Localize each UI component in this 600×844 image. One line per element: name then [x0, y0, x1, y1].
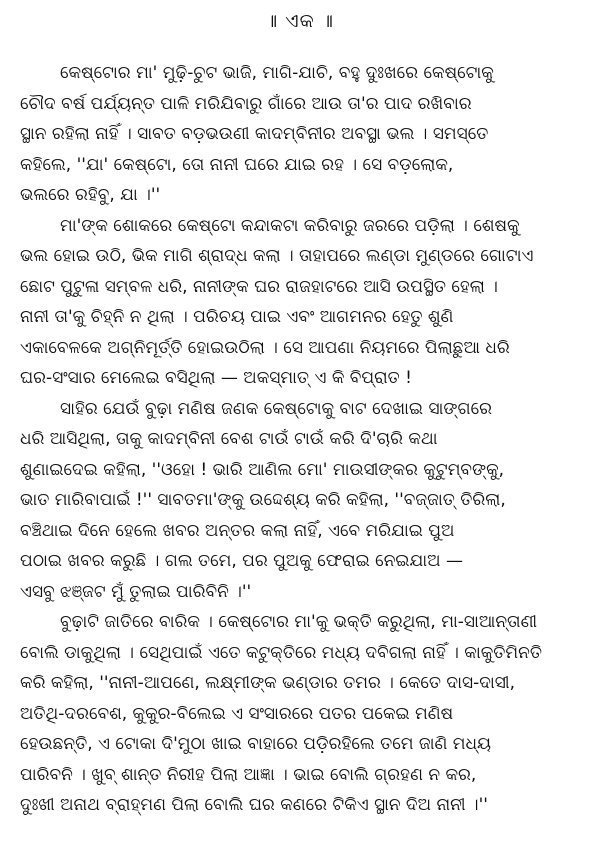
text-line: କେଷ୍ଟୋର ମା' ମୁଢ଼ି-ଚୁଟ ଭାଜି, ମାଗି-ଯାଚି, ବହୁ ଦୁଃଖରେ କେଷ୍ଟୋକୁ	[60, 63, 494, 83]
paragraph-2	[20, 211, 582, 394]
text-line: ମା'ଙ୍କ ଶୋକରେ କେଷ୍ଟୋ କନ୍ଦାକଟା କରିବାରୁ ଜରରେ ପଡ଼ିଲା । ଶେଷକୁ	[60, 215, 520, 236]
text-line: ଚୌଦ ବର୍ଷ ପର୍ଯ୍ୟନ୍ତ ପାଳି ମରିଯିବାରୁ ଗାଁରେ ଆଉ ତା'ର ପାଦ ରଖିବାର	[20, 93, 472, 114]
text-line: ହେଉଛନ୍ତି, ଏ ଟୋକା ଦି'ମୁଠା ଖାଇ ବାହାରେ ପଡ଼ିରହିଲେ ତମେ ଜାଣି ମଧ୍ୟ	[20, 734, 491, 754]
text-line: ଭାତ ମାରିବାପାଇଁ !'' ସାବତମା'ଙ୍କୁ ଉଦ୍ଦେଶ୍ୟ କରି କହିଲା, ''ବଜ୍ଜାତ୍ ତିରିଲା,	[20, 490, 506, 510]
text-line: କରି କହିଲା, ''ନାନୀ-ଆପଣେ, ଲକ୍ଷ୍ମୀଙ୍କ ଭଣ୍ଡାର ତମର । କେତେ ଦାସ-ଦାସୀ,	[20, 673, 515, 693]
text-line: ପଠାଇ ଖବର କରୁଛି । ଗଲ ତମେ, ପର ପୁଅକୁ ଫେରାଇ ନେଇଯାଅ —	[20, 551, 463, 571]
text-line: ନାନୀ ତା'କୁ ଚିହ୍ନି ନ ଥିଲା । ପରିଚୟ ପାଇ ଏବଂ ଆଗମନର ହେତୁ ଶୁଣି	[20, 307, 454, 327]
text-line: ଘର-ସଂସାର ମେଲେଇ ବସିଥିଲା — ଅକସ୍ମାତ୍ ଏ କି ବିପ୍ରାତ !	[20, 368, 412, 388]
text-line: ଏସବୁ ଝଞ୍ଜଟ ମୁଁ ତୁଲାଇ ପାରିବିନି ।''	[20, 581, 252, 602]
text-line: ବଞ୍ଚିଥାଇ ଦିନେ ହେଲେ ଖବର ଅନ୍ତର କଲା ନାହିଁ, ଏବେ ମରିଯାଇ ପୁଅ	[20, 520, 455, 541]
paragraph-4	[20, 607, 582, 821]
chapter-body	[20, 58, 582, 821]
text-line: ଭଲ ହୋଇ ଉଠି, ଭିକ ମାଗି ଶ୍ରାଦ୍ଧ କଲା । ତାହାପରେ ଲଣ୍ଡା ମୁଣ୍ଡରେ ଗୋଟାଏ	[20, 246, 534, 266]
text-line: ପାରିବନି । ଖୁବ୍ ଶାନ୍ତ ନିରୀହ ପିଲା ଆଜ୍ଞା । ଭାଇ ବୋଲି ଗ୍ରହଣ ନ କର,	[20, 764, 477, 785]
text-line: ଶୁଣାଇଦେଇ କହିଲା, ''ଓହୋ ! ଭାରି ଆଣିଲ ମୋ' ମାଉସୀଙ୍କର କୁଟୁମ୍ବଙ୍କୁ,	[20, 459, 505, 480]
paragraph-1	[20, 58, 582, 211]
text-line: ଭଲରେ ରହିବୁ, ଯା ।''	[20, 185, 161, 205]
text-line: ବୋଲି ଡାକୁଥିଲା । ସେଥିପାଇଁ ଏତେ କଟୁକ୍ତିରେ ମଧ୍ୟ ଦବିଗଲା ନାହିଁ । କାକୁତିମିନତି	[20, 642, 542, 663]
chapter-heading: ॥ ଏକ ॥	[266, 10, 334, 32]
paragraph-3	[20, 394, 582, 608]
text-line: ଦୁଃଖୀ ଅନାଥ ବ୍ରାହ୍ମଣ ପିଲା ବୋଲି ଘର କଣରେ ଟିକିଏ ସ୍ଥାନ ଦିଅ ନାନୀ ।''	[20, 795, 488, 815]
text-line: ଅତିଥି-ଦରବେଶ, କୁକୁର-ବିଲେଇ ଏ ସଂସାରରେ ପତର ପକେଇ ମଣିଷ	[20, 703, 454, 724]
text-line: କହିଲେ, ''ଯା' କେଷ୍ଟୋ, ତୋ ନାନୀ ଘରେ ଯାଇ ରହ । ସେ ବଡ଼ଲୋକ,	[20, 154, 454, 175]
text-line: ସ୍ଥାନ ରହିଲା ନାହିଁ । ସାବତ ବଡ଼ଭଉଣୀ କାଦମ୍ବିନୀର ଅବସ୍ଥା ଭଲ । ସମସ୍ତେ	[20, 124, 489, 144]
text-line: ଏକାବେଳକେ ଅଗ୍ନିମୂର୍ତ୍ତି ହୋଇଉଠିଲା । ସେ ଆପଣା ନିୟମରେ ପିଲାଛୁଆ ଧରି	[20, 337, 510, 358]
text-line: ବୁଢ଼ାଟି ଜାତିରେ ବାରିକ । କେଷ୍ଟୋର ମା'କୁ ଭକ୍ତି କରୁଥିଲା, ମା-ସାଆନ୍ତାଣୀ	[60, 612, 538, 632]
text-line: ସାହିର ଯେଉଁ ବୁଢ଼ା ମଣିଷ ଜଣକ କେଷ୍ଟୋକୁ ବାଟ ଦେଖାଇ ସାଙ୍ଗରେ	[60, 398, 492, 419]
text-line: ଛୋଟ ପୁଟୁଳା ସମ୍ବଳ ଧରି, ନାନୀଙ୍କ ଘର ରାଜହାଟରେ ଆସି ଉପସ୍ଥିତ ହେଲା ।	[20, 276, 498, 297]
text-line: ଧରି ଆସିଥିଲା, ତାକୁ କାଦମ୍ବିନୀ ବେଶ ଟାଉଁ ଟାଉଁ କରି ଦି'ଚାରି କଥା	[20, 429, 438, 449]
